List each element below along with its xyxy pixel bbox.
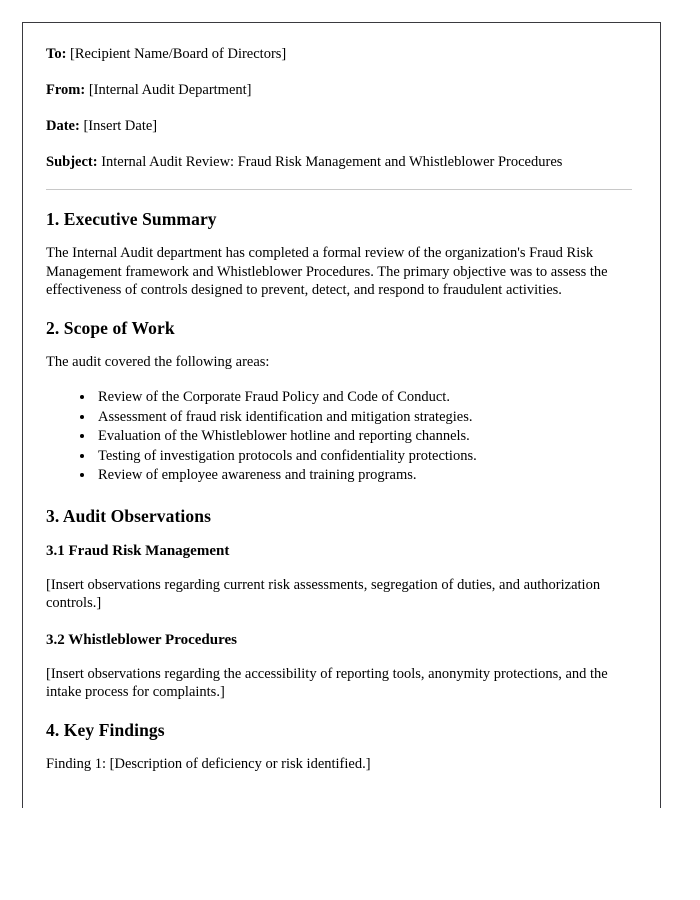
heading-fraud-risk-management: 3.1 Fraud Risk Management xyxy=(46,542,230,559)
heading-scope-of-work: 2. Scope of Work xyxy=(46,317,175,338)
memo-label-from: From: xyxy=(46,82,86,98)
memo-row-subject xyxy=(46,153,632,171)
paragraph-executive-summary: The Internal Audit department has completed a formal review of the organization's Fraud Risk Management framework and Whistleblower Procedures. The primary objective was to assess the effectiveness of controls designed to prevent, detect, and respond to fraudulent activities. xyxy=(46,245,608,298)
paragraph-first-finding: Finding 1: [Description of deficiency or risk identified.] xyxy=(46,755,371,772)
paragraph-scope-intro: The audit covered the following areas: xyxy=(46,353,270,370)
memo-row-from xyxy=(46,81,632,99)
paragraph-fraud-risk-management: [Insert observations regarding current risk assessments, segregation of duties, and authorization controls.] xyxy=(46,576,601,611)
heading-key-findings: 4. Key Findings xyxy=(46,719,165,740)
memo-row-date xyxy=(46,117,632,135)
memo-header-block xyxy=(46,45,632,171)
memo-value-to: [Recipient Name/Board of Directors] xyxy=(70,46,287,62)
section-key-findings xyxy=(46,719,632,774)
header-divider xyxy=(46,189,632,190)
memo-value-from: [Internal Audit Department] xyxy=(88,82,252,98)
heading-executive-summary: 1. Executive Summary xyxy=(46,209,217,229)
list-item: • Testing of investigation protocols and confidentiality protections. xyxy=(95,447,632,467)
section-executive-summary xyxy=(46,208,632,300)
memo-label-to: To: xyxy=(46,46,67,62)
section-audit-observations xyxy=(46,505,632,702)
memo-value-subject: Internal Audit Review: Fraud Risk Management and Whistleblower Procedures xyxy=(101,154,563,170)
heading-whistleblower-procedures: 3.2 Whistleblower Procedures xyxy=(46,631,237,648)
scope-bullet-list xyxy=(46,388,632,486)
list-item: • Evaluation of the Whistleblower hotline and reporting channels. xyxy=(95,427,632,447)
page-content xyxy=(23,23,660,773)
memo-label-subject: Subject: xyxy=(46,154,98,170)
paragraph-whistleblower-procedures: [Insert observations regarding the accessibility of reporting tools, anonymity protections, and the intake process for complaints.] xyxy=(46,665,608,700)
memo-value-date: [Insert Date] xyxy=(83,118,158,134)
heading-audit-observations: 3. Audit Observations xyxy=(46,505,211,526)
memo-label-date: Date: xyxy=(46,118,80,134)
list-item: • Assessment of fraud risk identification and mitigation strategies. xyxy=(95,408,632,428)
document-page xyxy=(22,22,661,808)
memo-row-to xyxy=(46,45,632,63)
list-item: • Review of employee awareness and training programs. xyxy=(95,466,632,486)
list-item: • Review of the Corporate Fraud Policy and Code of Conduct. xyxy=(95,388,632,408)
section-scope-of-work xyxy=(46,317,632,486)
